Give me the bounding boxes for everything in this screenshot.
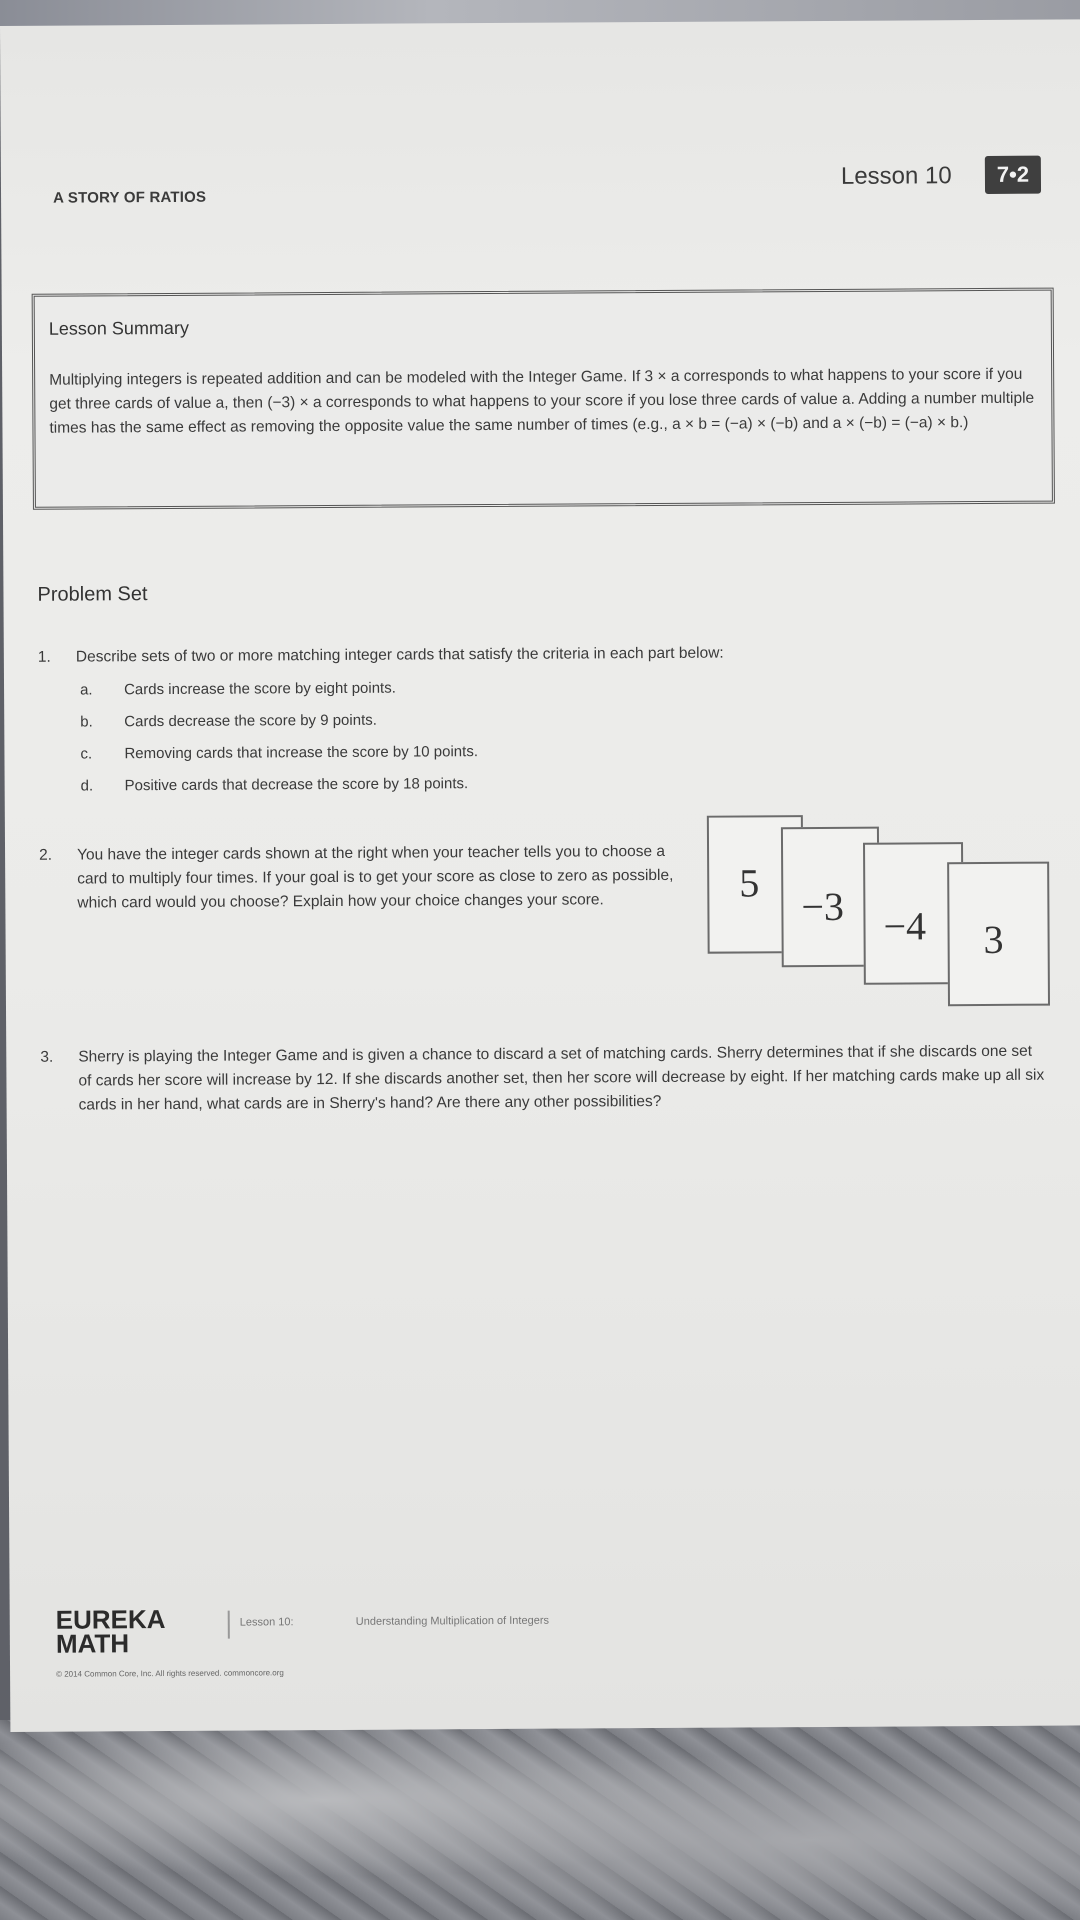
card-value: −4 — [883, 903, 927, 949]
eureka-math-logo — [55, 1604, 166, 1659]
part-letter: b. — [80, 713, 93, 731]
problem-set-title: Problem Set — [37, 583, 148, 606]
footer-topic: Understanding Multiplication of Integers — [355, 1614, 550, 1628]
grade-module-badge: 7•2 — [985, 156, 1041, 194]
question-text: Describe sets of two or more matching integer cards that satisfy the criteria in each part below: — [75, 644, 724, 666]
question-text: You have the integer cards shown at the right when your teacher tells you to choose a card to multiply four times. If your goal is to get your score as close to zero as possible, which card would you choose? Explain how your choice changes your score. — [77, 842, 674, 912]
question-3 — [40, 1040, 1051, 1156]
part-text: Cards decrease the score by 9 points. — [124, 711, 377, 731]
question-2 — [39, 840, 680, 944]
part-text: Cards increase the score by eight points. — [124, 679, 396, 699]
question-number: 2. — [39, 846, 53, 864]
question-number: 1. — [37, 648, 51, 666]
footer-divider — [228, 1611, 230, 1639]
part-letter: d. — [80, 777, 94, 795]
integer-card — [947, 862, 1050, 1007]
part-text: Positive cards that decrease the score by 18 points. — [124, 775, 469, 795]
question-1 — [38, 640, 1038, 672]
question-text: Sherry is playing the Integer Game and is given a chance to discard a set of matching cards. Sherry determines that if she discards one set of cards her score will increase by 12. If she discards another set, then her score will decrease by eight. If her matching cards make up all six cards in her hand, what cards are in Sherry's hand? Are there any other possibilities? — [78, 1042, 1045, 1114]
logo-line-2: MATH — [55, 1628, 130, 1659]
part-text: Removing cards that increase the score by 10 points. — [124, 743, 479, 763]
summary-text: Multiplying integers is repeated addition and can be modeled with the Integer Game. If 3 × a corresponds to what happens to your score if you get three cards of value a, then (−3) × a corresponds to what happens to your score if you lose three cards of value a. Adding a number multiple times has the same effect as removing the opposite value the same number of times (e.g., a × b = (−a) × (−b) and a × (−b) = (−a) × b.) — [49, 365, 1035, 437]
logo-line-1: EUREKA — [55, 1604, 166, 1635]
card-value: 3 — [983, 916, 1004, 963]
summary-title: Lesson Summary — [48, 317, 189, 339]
lesson-summary-box — [32, 288, 1055, 510]
card-value: −3 — [801, 883, 845, 930]
part-letter: c. — [80, 745, 93, 763]
card-value: 5 — [739, 860, 760, 906]
background-fabric — [0, 1720, 1080, 1920]
footer-copyright: © 2014 Common Core, Inc. All rights reserved. commoncore.org — [56, 1668, 284, 1679]
part-letter: a. — [80, 681, 93, 699]
footer-lesson: Lesson 10: — [239, 1616, 294, 1629]
worksheet-page — [0, 19, 1080, 1732]
lesson-title: Lesson 10 — [840, 162, 952, 190]
question-number: 3. — [40, 1048, 54, 1066]
series-title: A STORY OF RATIOS — [53, 188, 207, 207]
